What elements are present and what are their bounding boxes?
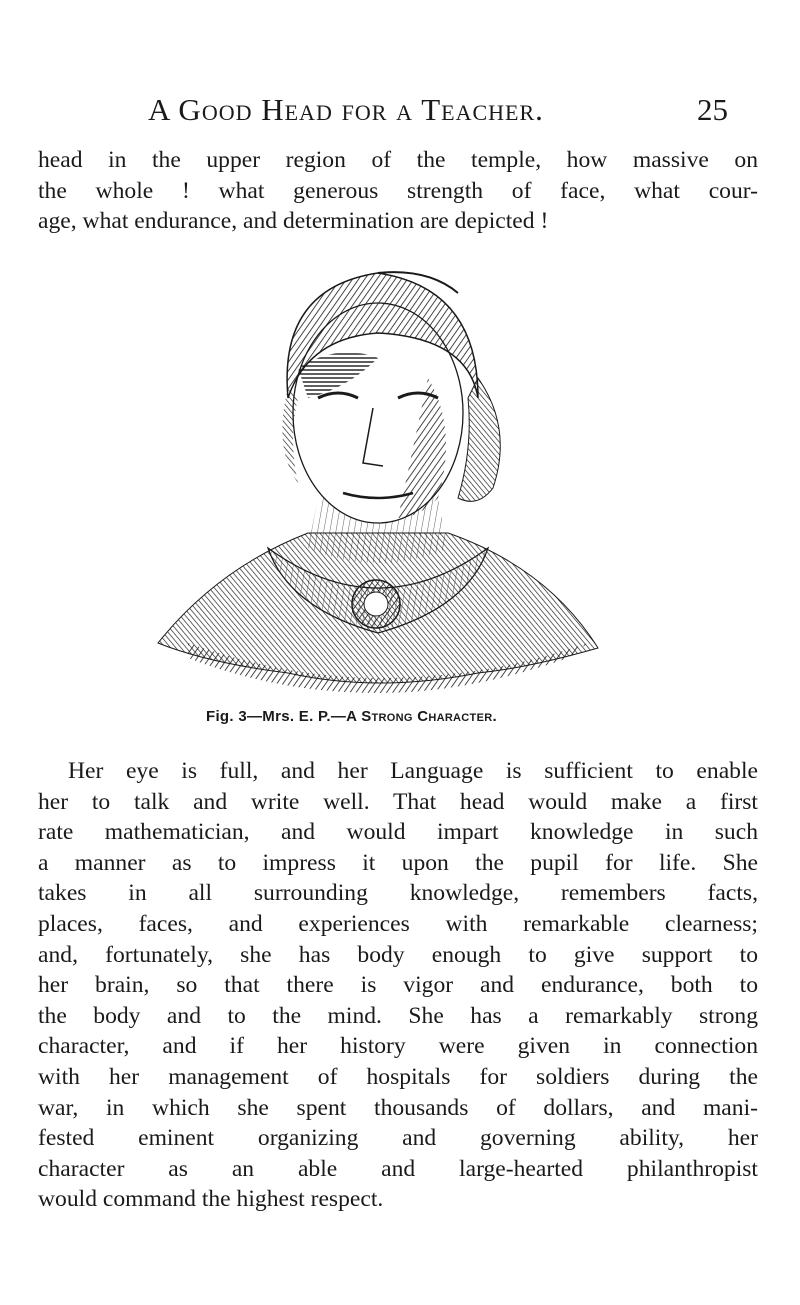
paragraph-line: with her management of hospitals for soldiers during the [38,1063,758,1090]
caption-title: Strong Character. [361,708,497,725]
paragraph-line: character as an able and large-hearted philanthropist [38,1155,758,1182]
page-header [148,92,728,132]
paragraph-line: would command the highest respect. [38,1186,384,1213]
portrait-engraving [148,248,613,708]
paragraph-line: the whole ! what generous strength of face, what cour- [38,177,758,204]
running-head: A Good Head for a Teacher. [148,92,544,127]
paragraph-line: character, and if her history were given in connection [38,1033,758,1060]
paragraph-line: the body and to the mind. She has a remarkably strong [38,1002,758,1029]
paragraph-1 [38,145,758,237]
paragraph-line: head in the upper region of the temple, how massive on [38,147,758,173]
paragraph-line: a manner as to impress it upon the pupil for life. She [38,849,758,876]
paragraph-line: her brain, so that there is vigor and endurance, both to [38,972,758,999]
paragraph-line: takes in all surrounding knowledge, remembers facts, [38,880,758,907]
paragraph-line: places, faces, and experiences with remarkable clearness; [38,910,758,937]
paragraph-line: fested eminent organizing and governing ability, her [38,1125,758,1152]
paragraph-2 [38,756,758,1215]
paragraph-line: and, fortunately, she has body enough to give support to [38,941,758,968]
paragraph-line: age, what endurance, and determination are depicted ! [38,208,549,235]
caption-prefix: Fig. 3—Mrs. E. P.—A [206,708,357,725]
paragraph-line: her to talk and write well. That head would make a first [38,788,758,815]
portrait-figure [148,248,613,708]
paragraph-line: rate mathematician, and would impart knowledge in such [38,819,758,846]
paragraph-line: Her eye is full, and her Language is sufficient to enable [68,758,758,784]
page-number: 25 [697,92,728,127]
figure-caption [206,708,497,725]
paragraph-line: war, in which she spent thousands of dollars, and mani- [38,1094,758,1121]
